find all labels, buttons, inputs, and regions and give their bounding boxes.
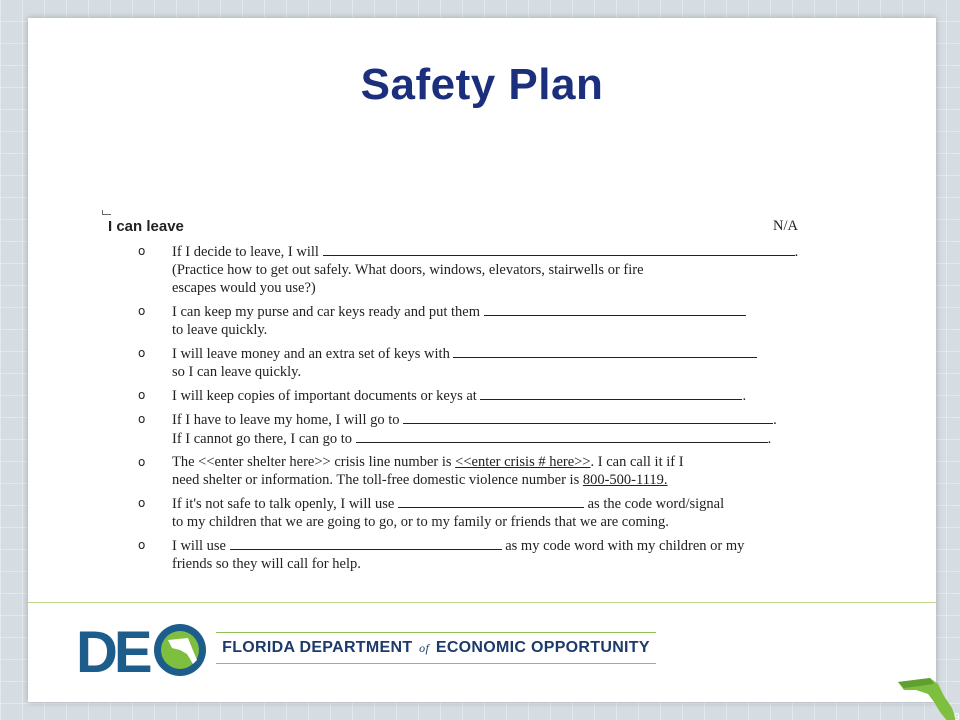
bullet-icon: o [138,455,146,469]
bullet-icon: o [138,346,146,360]
safety-plan-document [108,218,868,578]
item-text: I can keep my purse and car keys ready and put them [172,304,481,320]
document-header [108,218,868,235]
item-text: I will leave money and an extra set of keys with [172,346,450,362]
bullet-icon: o [138,244,146,258]
bullet-icon: o [138,538,146,552]
fill-in-blank [323,242,795,256]
deo-logo [76,618,208,680]
fill-in-blank [484,302,746,316]
item-text: . I can call it if I [590,454,684,470]
item-text: The <<enter shelter here>> crisis line number is [172,454,452,470]
bullet-icon: o [138,496,146,510]
item-text: as my code word with my children or my [505,538,745,554]
hotline-number: 800-500-1119. [582,472,668,488]
list-item [108,453,868,489]
document-corner-mark [102,210,111,215]
item-text: If I cannot go there, I can go to [172,431,352,447]
page-number: 9 [954,712,960,720]
slide [28,18,960,720]
list-item: o I will keep copies of important documents or keys at . [138,388,747,404]
item-text: as the code word/signal [587,496,725,512]
florida-state-icon [894,668,960,720]
fill-in-blank [356,429,768,443]
department-name-part: FLORIDA DEPARTMENT [222,639,413,656]
slide-title: Safety Plan [360,60,604,109]
list-item [108,494,868,531]
list-item: o If I have to leave my home, I will go to . If I cannot go there, I can go to . [138,412,777,447]
safety-plan-list [108,242,868,573]
item-text: If it's not safe to talk openly, I will use [172,496,395,512]
item-text: If I decide to leave, I will [172,244,319,260]
crisis-number-placeholder: <<enter crisis # here>> [455,454,591,470]
item-text: need shelter or information. The toll-free domestic violence number is [172,472,580,488]
item-text: to my children that we are going to go, or to my family or friends that we are coming. [172,514,669,530]
footer-divider [28,602,936,603]
fill-in-blank [453,344,757,358]
list-item [108,302,868,339]
list-item [108,536,868,573]
item-text: so I can leave quickly. [172,364,302,380]
fill-in-blank [230,536,502,550]
department-name-of: of [419,641,430,655]
department-name-part: ECONOMIC OPPORTUNITY [435,639,650,656]
item-text: If I have to leave my home, I will go to [172,412,400,428]
item-text: escapes would you use?) [172,280,316,296]
item-text: (Practice how to get out safely. What doors, windows, elevators, stairwells or fire [172,262,644,278]
item-text: friends so they will call for help. [172,556,361,572]
bullet-icon: o [138,412,146,426]
section-heading: I can leave [108,218,184,235]
item-text: to leave quickly. [172,322,268,338]
bullet-icon: o [138,304,146,318]
list-item [108,344,868,381]
department-name [216,632,656,664]
bullet-icon: o [138,388,146,402]
fill-in-blank [398,494,584,508]
fill-in-blank [403,410,773,424]
fill-in-blank [480,386,742,400]
status-label: N/A [773,218,798,234]
item-text: I will keep copies of important documents or keys at [172,388,477,404]
list-item: o If I decide to leave, I will . (Practice how to get out safely. What doors, windows, elevators, stairwells or fire escapes would you use?) [108,242,868,297]
item-text: I will use [172,538,226,554]
svg-text:DE: DE [76,620,149,680]
